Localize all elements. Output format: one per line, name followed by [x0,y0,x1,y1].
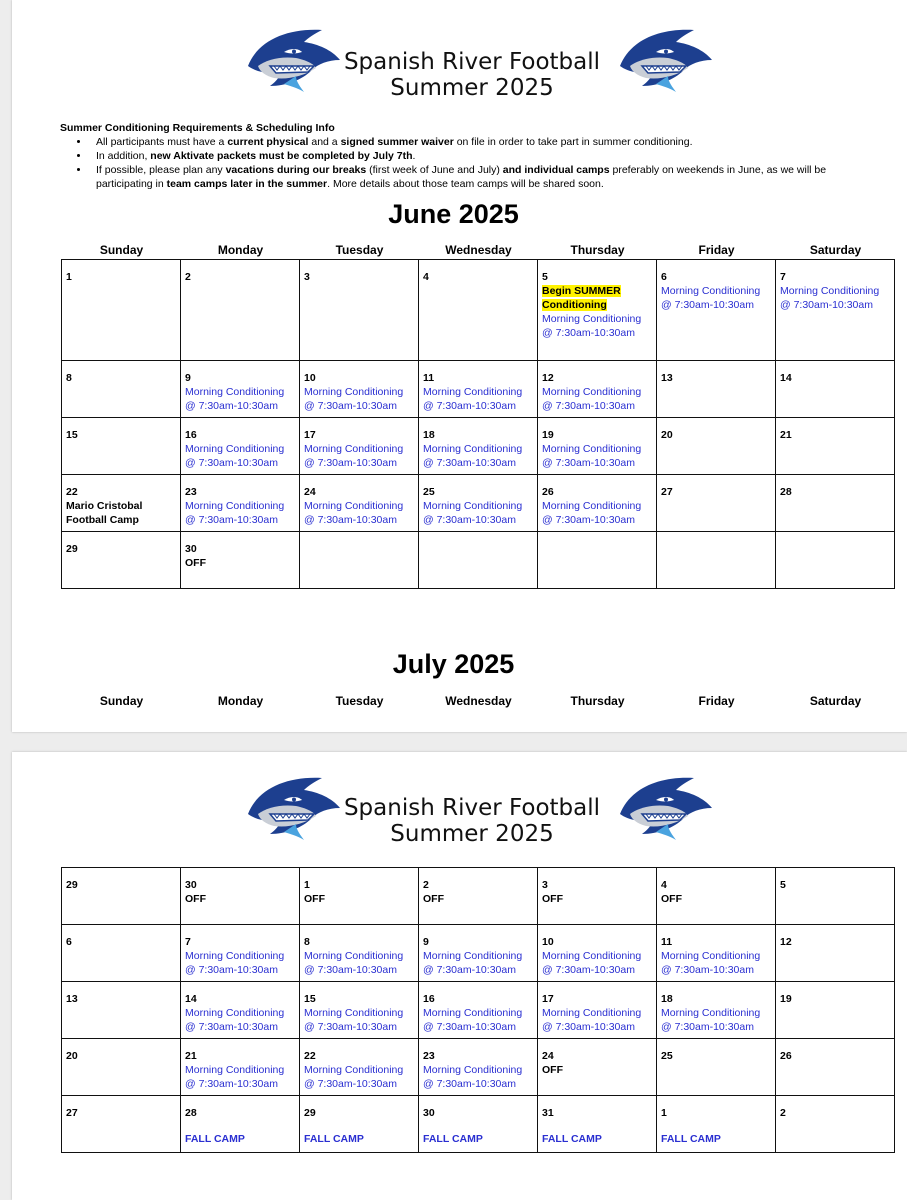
day-number: 17 [542,993,554,1005]
day-number: 1 [304,879,310,891]
calendar-day-cell [538,1039,657,1096]
text: preferably on weekends in June, as we will be participating in [96,164,827,190]
calendar-day-cell [300,868,419,925]
day-number: 5 [780,879,786,891]
event-name: Morning Conditioning [423,443,523,455]
calendar-day-cell [776,1039,895,1096]
event-time: @ 7:30am-10:30am [780,299,873,311]
event-time: @ 7:30am-10:30am [185,964,278,976]
day-number: 13 [661,372,673,384]
calendar-week-row [62,868,895,925]
june-calendar [61,259,895,589]
dow-monday: Monday [217,243,264,257]
event-name: Morning Conditioning [304,1064,404,1076]
calendar-day-cell [419,532,538,589]
calendar-day-cell [538,1096,657,1153]
event-name: Morning Conditioning [542,313,642,325]
off-label: OFF [423,893,444,905]
title-line-1: Spanish River Football [343,795,601,821]
day-number: 8 [66,372,72,384]
text: on file in order to take part in summer conditioning. [453,136,693,148]
june-title: June 2025 [388,199,519,229]
off-label: OFF [185,893,206,905]
calendar-day-cell [776,532,895,589]
title-line-2: Summer 2025 [390,75,554,101]
day-number: 28 [780,486,792,498]
day-number: 28 [185,1107,197,1119]
calendar-day-cell [300,418,419,475]
event-time: @ 7:30am-10:30am [185,1078,278,1090]
event-time: @ 7:30am-10:30am [542,457,635,469]
calendar-day-cell [181,260,300,361]
day-number: 6 [66,936,72,948]
calendar-day-cell [538,475,657,532]
event-name: Morning Conditioning [185,1064,285,1076]
day-number: 12 [542,372,554,384]
requirements-info [60,121,880,191]
event-name: Morning Conditioning [542,1007,642,1019]
camp-name: Mario Cristobal [66,500,143,512]
begin-conditioning-label: Begin SUMMER [542,285,621,297]
event-time: @ 7:30am-10:30am [304,1078,397,1090]
dow-saturday: Saturday [809,694,862,708]
day-number: 10 [304,372,316,384]
fall-camp-label: FALL CAMP [304,1133,364,1145]
calendar-day-cell [300,361,419,418]
info-heading: Summer Conditioning Requirements & Scheduling Info [60,122,335,134]
day-number: 25 [661,1050,673,1062]
day-number: 10 [542,936,554,948]
calendar-day-cell [419,361,538,418]
dow-thursday: Thursday [570,243,625,257]
calendar-day-cell [538,532,657,589]
day-number: 17 [304,429,316,441]
event-time: @ 7:30am-10:30am [423,457,516,469]
calendar-day-cell [62,982,181,1039]
day-number: 7 [185,936,191,948]
event-name: Morning Conditioning [423,1064,523,1076]
event-time: @ 7:30am-10:30am [304,514,397,526]
event-time: @ 7:30am-10:30am [661,299,754,311]
day-number: 18 [661,993,673,1005]
day-number: 9 [185,372,191,384]
text: . [412,150,416,162]
event-name: Morning Conditioning [423,950,523,962]
calendar-day-cell [62,1039,181,1096]
event-time: @ 7:30am-10:30am [423,1078,516,1090]
text: If possible, please plan any [96,164,226,176]
calendar-day-cell [62,868,181,925]
begin-conditioning-label: Conditioning [542,299,607,311]
event-name: Morning Conditioning [304,386,404,398]
day-number: 8 [304,936,310,948]
calendar-day-cell [419,475,538,532]
day-number: 3 [542,879,548,891]
day-number: 18 [423,429,435,441]
calendar-week-row [62,1039,895,1096]
event-time: @ 7:30am-10:30am [185,400,278,412]
calendar-day-cell [657,925,776,982]
day-number: 16 [423,993,435,1005]
day-number: 21 [780,429,792,441]
fall-camp-label: FALL CAMP [185,1133,245,1145]
text-bold: new Aktivate packets must be completed by July 7th [150,150,413,162]
july-calendar [61,867,895,1153]
page-header [12,752,907,872]
calendar-day-cell [657,868,776,925]
calendar-week-row [62,925,895,982]
calendar-day-cell [419,260,538,361]
calendar-day-cell [776,361,895,418]
off-label: OFF [542,893,563,905]
event-name: Morning Conditioning [304,950,404,962]
calendar-day-cell [657,361,776,418]
calendar-day-cell [181,1039,300,1096]
info-item-aktivate [90,149,880,163]
july-title: July 2025 [392,649,515,679]
day-number: 16 [185,429,197,441]
day-number: 12 [780,936,792,948]
calendar-day-cell [776,982,895,1039]
text: and a [308,136,341,148]
day-number: 29 [304,1107,316,1119]
calendar-day-cell [657,1096,776,1153]
calendar-day-cell [657,1039,776,1096]
day-number: 20 [661,429,673,441]
event-name: Morning Conditioning [423,500,523,512]
calendar-day-cell [419,868,538,925]
day-number: 14 [780,372,792,384]
event-time: @ 7:30am-10:30am [423,514,516,526]
page-header [12,0,907,120]
event-time: @ 7:30am-10:30am [185,514,278,526]
calendar-day-cell [181,1096,300,1153]
dow-sunday: Sunday [99,243,144,257]
day-number: 26 [542,486,554,498]
calendar-week-row [62,418,895,475]
title-line-2: Summer 2025 [390,821,554,847]
calendar-day-cell [776,418,895,475]
calendar-day-cell [538,361,657,418]
calendar-day-cell [419,982,538,1039]
page-2 [12,752,907,1200]
camp-name: Football Camp [66,514,139,526]
day-number: 24 [542,1050,554,1062]
calendar-day-cell [181,982,300,1039]
event-name: Morning Conditioning [185,443,285,455]
calendar-day-cell [538,925,657,982]
calendar-day-cell [657,475,776,532]
event-name: Morning Conditioning [185,386,285,398]
day-number: 22 [304,1050,316,1062]
day-number: 15 [66,429,78,441]
july-days-of-week [62,694,902,708]
calendar-day-cell [300,1039,419,1096]
fall-camp-label: FALL CAMP [661,1133,721,1145]
calendar-day-cell [419,1096,538,1153]
day-number: 23 [185,486,197,498]
calendar-day-cell [657,418,776,475]
june-days-of-week [62,243,902,257]
dow-monday: Monday [217,694,264,708]
fall-camp-label: FALL CAMP [423,1133,483,1145]
event-time: @ 7:30am-10:30am [304,1021,397,1033]
event-time: @ 7:30am-10:30am [304,400,397,412]
event-time: @ 7:30am-10:30am [661,1021,754,1033]
page-1 [12,0,907,732]
event-name: Morning Conditioning [423,386,523,398]
calendar-week-row [62,475,895,532]
event-name: Morning Conditioning [185,500,285,512]
day-number: 5 [542,271,548,283]
dow-wednesday: Wednesday [445,243,512,257]
calendar-day-cell [62,418,181,475]
calendar-day-cell [181,532,300,589]
calendar-day-cell [657,260,776,361]
day-number: 24 [304,486,316,498]
event-time: @ 7:30am-10:30am [661,964,754,976]
calendar-day-cell [181,361,300,418]
text: . More details about those team camps will be shared soon. [327,178,604,190]
text: (first week of June and July) [366,164,503,176]
dow-tuesday: Tuesday [335,694,384,708]
calendar-day-cell [300,925,419,982]
day-number: 2 [185,271,191,283]
calendar-day-cell [62,361,181,418]
calendar-week-row [62,1096,895,1153]
day-number: 27 [661,486,673,498]
text-bold: signed summer waiver [340,136,454,148]
text: All participants must have a [96,136,228,148]
info-item-physical [90,135,880,149]
dow-wednesday: Wednesday [445,694,512,708]
title-line-1: Spanish River Football [343,49,601,75]
day-number: 21 [185,1050,197,1062]
day-number: 1 [66,271,72,283]
calendar-day-cell [538,868,657,925]
calendar-week-row [62,361,895,418]
calendar-day-cell [538,418,657,475]
off-label: OFF [661,893,682,905]
event-time: @ 7:30am-10:30am [423,964,516,976]
event-name: Morning Conditioning [423,1007,523,1019]
day-number: 31 [542,1107,554,1119]
calendar-day-cell [300,532,419,589]
shark-logo-icon [616,774,716,840]
day-number: 3 [304,271,310,283]
calendar-day-cell [776,475,895,532]
day-number: 13 [66,993,78,1005]
calendar-day-cell [538,260,657,361]
day-number: 23 [423,1050,435,1062]
day-number: 7 [780,271,786,283]
day-number: 30 [185,879,197,891]
text-bold: vacations during our breaks [225,164,367,176]
calendar-day-cell [181,418,300,475]
calendar-week-row [62,532,895,589]
calendar-day-cell [62,1096,181,1153]
info-list [60,135,880,191]
calendar-day-cell [419,418,538,475]
event-name: Morning Conditioning [780,285,880,297]
off-label: OFF [542,1064,563,1076]
day-number: 30 [423,1107,435,1119]
calendar-day-cell [776,1096,895,1153]
shark-logo-icon [616,26,716,92]
calendar-day-cell [300,475,419,532]
event-time: @ 7:30am-10:30am [423,400,516,412]
day-number: 4 [423,271,429,283]
dow-tuesday: Tuesday [335,243,384,257]
calendar-day-cell [538,982,657,1039]
event-time: @ 7:30am-10:30am [185,1021,278,1033]
calendar-day-cell [62,475,181,532]
dow-friday: Friday [698,243,735,257]
day-number: 15 [304,993,316,1005]
off-label: OFF [304,893,325,905]
event-name: Morning Conditioning [542,950,642,962]
event-name: Morning Conditioning [542,500,642,512]
calendar-day-cell [776,868,895,925]
event-time: @ 7:30am-10:30am [542,514,635,526]
calendar-day-cell [181,925,300,982]
day-number: 11 [661,936,673,948]
day-number: 19 [780,993,792,1005]
event-time: @ 7:30am-10:30am [304,964,397,976]
calendar-day-cell [300,1096,419,1153]
calendar-week-row [62,260,895,361]
calendar-day-cell [300,260,419,361]
dow-thursday: Thursday [570,694,625,708]
calendar-day-cell [300,982,419,1039]
calendar-day-cell [419,1039,538,1096]
day-number: 2 [780,1107,786,1119]
day-number: 29 [66,543,78,555]
day-number: 25 [423,486,435,498]
event-time: @ 7:30am-10:30am [542,327,635,339]
calendar-week-row [62,982,895,1039]
text-bold: and individual camps [502,164,610,176]
off-label: OFF [185,557,206,569]
calendar-day-cell [657,532,776,589]
event-time: @ 7:30am-10:30am [423,1021,516,1033]
day-number: 4 [661,879,667,891]
day-number: 11 [423,372,435,384]
info-item-vacations [90,163,880,191]
event-time: @ 7:30am-10:30am [185,457,278,469]
event-name: Morning Conditioning [304,443,404,455]
calendar-day-cell [776,260,895,361]
day-number: 29 [66,879,78,891]
day-number: 2 [423,879,429,891]
event-time: @ 7:30am-10:30am [304,457,397,469]
day-number: 30 [185,543,197,555]
day-number: 20 [66,1050,78,1062]
event-name: Morning Conditioning [304,1007,404,1019]
dow-saturday: Saturday [809,243,862,257]
day-number: 6 [661,271,667,283]
text: In addition, [96,150,151,162]
fall-camp-label: FALL CAMP [542,1133,602,1145]
day-number: 1 [661,1107,667,1119]
calendar-day-cell [419,925,538,982]
event-name: Morning Conditioning [304,500,404,512]
event-time: @ 7:30am-10:30am [542,964,635,976]
event-name: Morning Conditioning [661,1007,761,1019]
event-name: Morning Conditioning [661,950,761,962]
day-number: 9 [423,936,429,948]
day-number: 26 [780,1050,792,1062]
event-time: @ 7:30am-10:30am [542,400,635,412]
event-name: Morning Conditioning [185,950,285,962]
calendar-day-cell [62,532,181,589]
event-time: @ 7:30am-10:30am [542,1021,635,1033]
event-name: Morning Conditioning [185,1007,285,1019]
event-name: Morning Conditioning [542,386,642,398]
dow-sunday: Sunday [99,694,144,708]
day-number: 14 [185,993,197,1005]
event-name: Morning Conditioning [542,443,642,455]
dow-friday: Friday [698,694,735,708]
calendar-day-cell [181,868,300,925]
text-bold: team camps later in the summer [166,178,328,190]
calendar-day-cell [776,925,895,982]
calendar-day-cell [657,982,776,1039]
day-number: 22 [66,486,78,498]
calendar-day-cell [62,260,181,361]
day-number: 27 [66,1107,78,1119]
text-bold: current physical [227,136,309,148]
event-name: Morning Conditioning [661,285,761,297]
calendar-day-cell [181,475,300,532]
day-number: 19 [542,429,554,441]
calendar-day-cell [62,925,181,982]
